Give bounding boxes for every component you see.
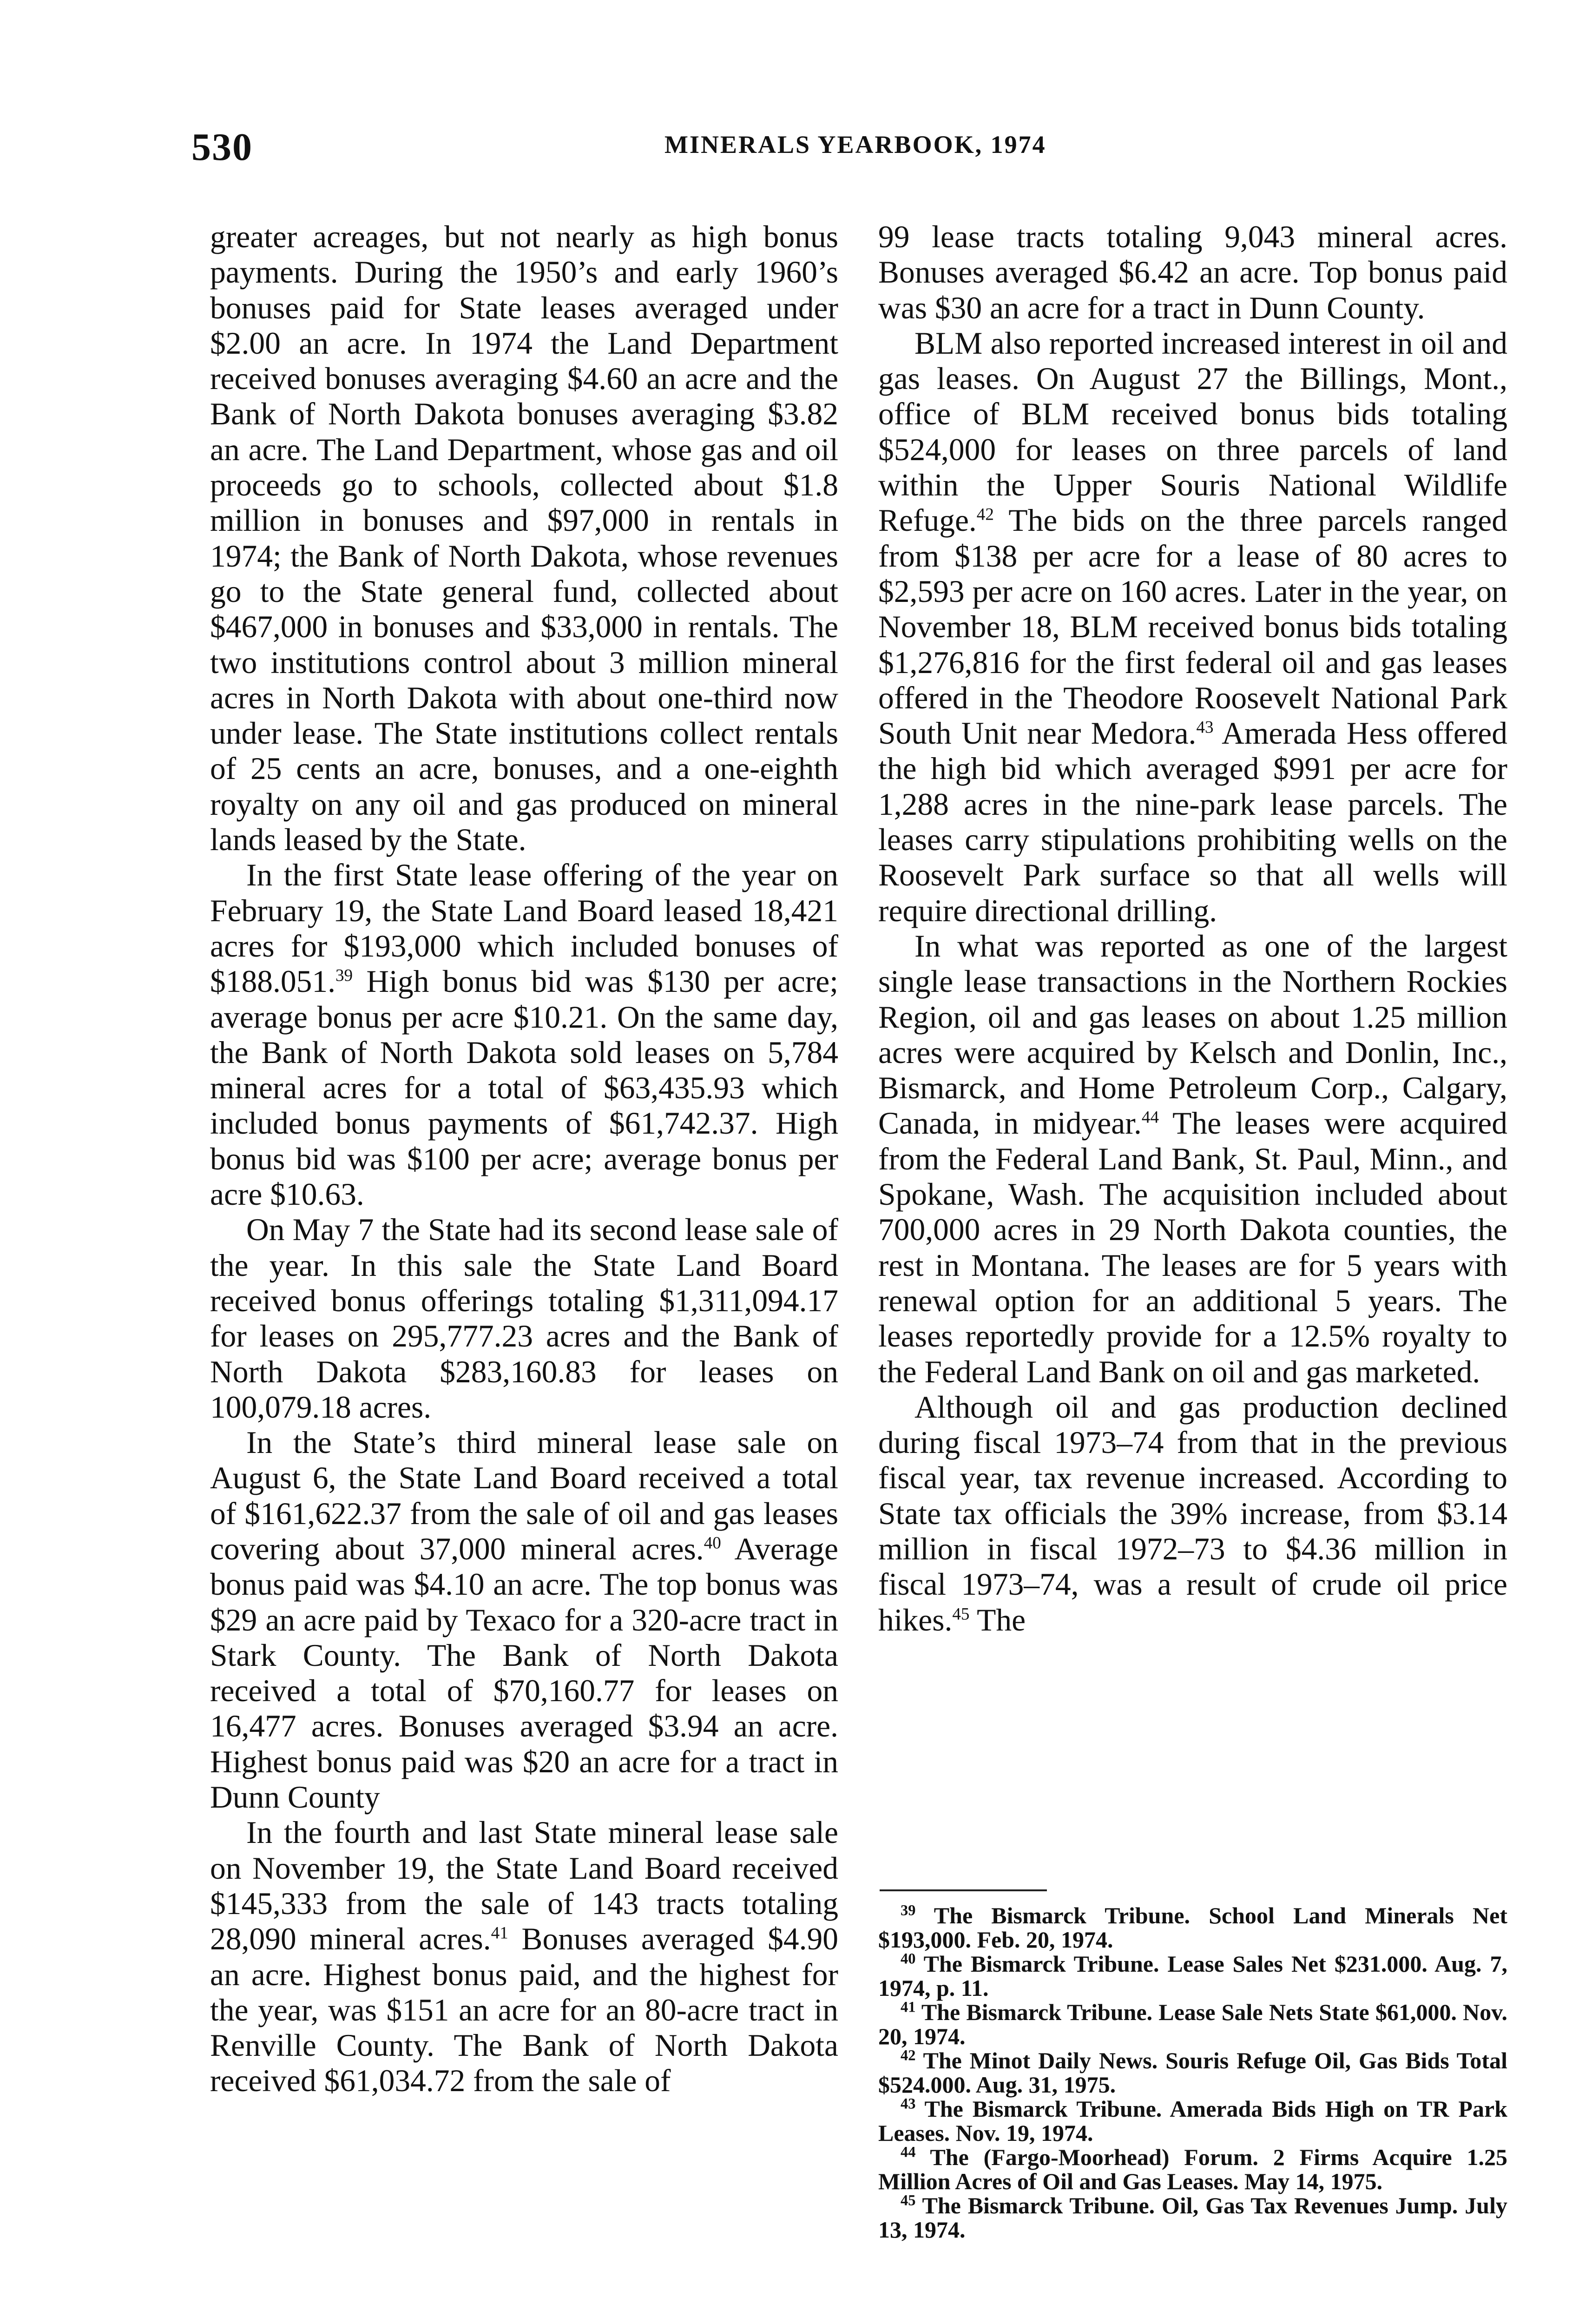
footnote bbox=[878, 2000, 1507, 2048]
footnote-text: The (Fargo-Moorhead) Forum. 2 Firms Acquire 1.25 Million Acres of Oil and Gas Leases. May 14, 1975. bbox=[878, 2144, 1507, 2194]
footnote-mark: 41 bbox=[901, 1999, 916, 2016]
paragraph bbox=[878, 219, 1507, 326]
footnote-mark: 43 bbox=[901, 2095, 916, 2113]
footnote-reference: 42 bbox=[976, 505, 994, 524]
paragraph bbox=[210, 1425, 838, 1815]
footnote-mark: 42 bbox=[901, 2047, 916, 2064]
paragraph-text: BLM also reported increased interest in oil and gas leases. On August 27 the Billings, Mont., office of BLM received bonus bids totaling $524,000 for leases on three parcels of land within the Upper Souris National Wildlife Refuge. bbox=[878, 325, 1507, 538]
paragraph-text: greater acreages, but not nearly as high bonus payments. During the 1950’s and early 1960’s bonuses paid for State leases averaged under $2.00 an acre. In 1974 the Land Department received bonuses averaging $4.60 an acre and the Bank of North Dakota bonuses averaging $3.82 an acre. The Land Department, whose gas and oil proceeds go to schools, collected about $1.8 million in bonuses and $97,000 in rentals in 1974; the Bank of North Dakota, whose revenues go to the State general fund, collected about $467,000 in bonuses and $33,000 in rentals. The two institutions control about 3 million mineral acres in North Dakota with about one-third now under lease. The State institutions collect rentals of 25 cents an acre, bonuses, and a one-eighth royalty on any oil and gas produced on mineral lands leased by the State. bbox=[210, 219, 838, 858]
footnote-mark: 40 bbox=[901, 1950, 916, 1967]
footnote-text: The Bismarck Tribune. Amerada Bids High on TR Park Leases. Nov. 19, 1974. bbox=[878, 2096, 1507, 2146]
paragraph-text: In the fourth and last State mineral lease sale on November 19, the State Land Board received $145,333 from the sale of 143 tracts totaling 28,090 mineral acres. bbox=[210, 1815, 838, 1957]
paragraph-text: 99 lease tracts totaling 9,043 mineral acres. Bonuses averaged $6.42 an acre. Top bonus paid was $30 an acre for a tract in Dunn County. bbox=[878, 219, 1507, 325]
paragraph-text: Bonuses averaged $4.90 an acre. Highest bonus paid, and the highest for the year, was $151 an acre for an 80-acre tract in Renville County. The Bank of North Dakota received $61,034.72 from the sale of bbox=[210, 1921, 838, 2099]
paragraph-text: On May 7 the State had its second lease sale of the year. In this sale the State Land Board received bonus offerings totaling $1,311,094.17 for leases on 295,777.23 acres and the Bank of North Dakota $283,160.83 for leases on 100,079.18 acres. bbox=[210, 1212, 838, 1425]
footnote-reference: 40 bbox=[704, 1533, 721, 1553]
footnote-reference: 44 bbox=[1141, 1108, 1159, 1127]
paragraph bbox=[210, 1212, 838, 1425]
paragraph bbox=[210, 858, 838, 1212]
footnote-text: The Bismarck Tribune. School Land Minerals Net $193,000. Feb. 20, 1974. bbox=[878, 1902, 1507, 1953]
footnote-mark: 39 bbox=[901, 1902, 916, 1919]
paragraph-text: Although oil and gas production declined during fiscal 1973–74 from that in the previous fiscal year, tax revenue increased. According to State tax officials the 39% increase, from $3.14 million in fiscal 1972–73 to $4.36 million in fiscal 1973–74, was a result of crude oil price hikes. bbox=[878, 1389, 1507, 1637]
paragraph-text: The leases were acquired from the Federal Land Bank, St. Paul, Minn., and Spokane, Wash. The acquisition included about 700,000 acres in 29 North Dakota counties, the rest in Montana. The leases are for 5 years with renewal option for an additional 5 years. The leases reportedly provide for a 12.5% royalty to the Federal Land Bank on oil and gas marketed. bbox=[878, 1106, 1507, 1389]
footnote-reference: 45 bbox=[952, 1604, 970, 1624]
footnote-mark: 44 bbox=[901, 2144, 916, 2161]
footnotes bbox=[878, 1903, 1507, 2242]
paragraph bbox=[878, 1390, 1507, 1638]
footnote-text: The Bismarck Tribune. Lease Sales Net $231.000. Aug. 7, 1974, p. 11. bbox=[878, 1951, 1507, 2001]
paragraph-text: In what was reported as one of the largest single lease transactions in the Northern Rockies Region, oil and gas leases on about 1.25 million acres were acquired by Kelsch and Donlin, Inc., Bismarck, and Home Petroleum Corp., Calgary, Canada, in midyear. bbox=[878, 928, 1507, 1141]
paragraph-text: The bbox=[969, 1602, 1026, 1637]
footnote bbox=[878, 2097, 1507, 2145]
paragraph-text: Amerada Hess offered the high bid which averaged $991 per acre for 1,288 acres in the nine-park lease parcels. The leases carry stipulations prohibiting wells on the Roosevelt Park surface so that all wells will require directional drilling. bbox=[878, 716, 1507, 928]
page-number: 530 bbox=[191, 125, 253, 169]
paragraph bbox=[210, 1815, 838, 2099]
paragraph bbox=[878, 326, 1507, 929]
right-column bbox=[878, 219, 1507, 1638]
footnote bbox=[878, 2145, 1507, 2193]
paragraph bbox=[878, 929, 1507, 1390]
footnote bbox=[878, 1952, 1507, 2000]
footnote bbox=[878, 2193, 1507, 2242]
paragraph-text: In the first State lease offering of the year on February 19, the State Land Board leased 18,421 acres for $193,000 which included bonuses of $188.051. bbox=[210, 858, 838, 999]
footnote-divider bbox=[880, 1889, 1047, 1891]
paragraph-text: Average bonus paid was $4.10 an acre. The top bonus was $29 an acre paid by Texaco for a 320-acre tract in Stark County. The Bank of North Dakota received a total of $70,160.77 for leases on 16,477 acres. Bonuses averaged $3.94 an acre. Highest bonus paid was $20 an acre for a tract in Dunn County bbox=[210, 1531, 838, 1815]
paragraph bbox=[210, 219, 838, 858]
footnote-mark: 45 bbox=[901, 2192, 916, 2209]
footnote bbox=[878, 2048, 1507, 2097]
footnote-reference: 43 bbox=[1196, 718, 1214, 737]
running-title: MINERALS YEARBOOK, 1974 bbox=[664, 131, 1046, 158]
paragraph-text: In the State’s third mineral lease sale on August 6, the State Land Board received a total of $161,622.37 from the sale of oil and gas leases covering about 37,000 mineral acres. bbox=[210, 1425, 838, 1566]
paragraph-text: High bonus bid was $130 per acre; average bonus per acre $10.21. On the same day, the Bank of North Dakota sold leases on 5,784 mineral acres for a total of $63,435.93 which included bonus payments of $61,742.37. High bonus bid was $100 per acre; average bonus per acre $10.63. bbox=[210, 964, 838, 1212]
footnote-text: The Bismarck Tribune. Lease Sale Nets State $61,000. Nov. 20, 1974. bbox=[878, 1999, 1507, 2049]
footnote-text: The Bismarck Tribune. Oil, Gas Tax Revenues Jump. July 13, 1974. bbox=[878, 2192, 1507, 2243]
footnote-reference: 41 bbox=[491, 1923, 508, 1943]
footnote-reference: 39 bbox=[335, 966, 353, 985]
footnote bbox=[878, 1903, 1507, 1952]
footnote-text: The Minot Daily News. Souris Refuge Oil, Gas Bids Total $524.000. Aug. 31, 1975. bbox=[878, 2047, 1507, 2098]
left-column bbox=[210, 219, 838, 2099]
paragraph-text: The bids on the three parcels ranged from $138 per acre for a lease of 80 acres to $2,593 per acre on 160 acres. Later in the year, on November 18, BLM received bonus bids totaling $1,276,816 for the first federal oil and gas leases offered in the Theodore Roosevelt National Park South Unit near Medora. bbox=[878, 503, 1507, 751]
